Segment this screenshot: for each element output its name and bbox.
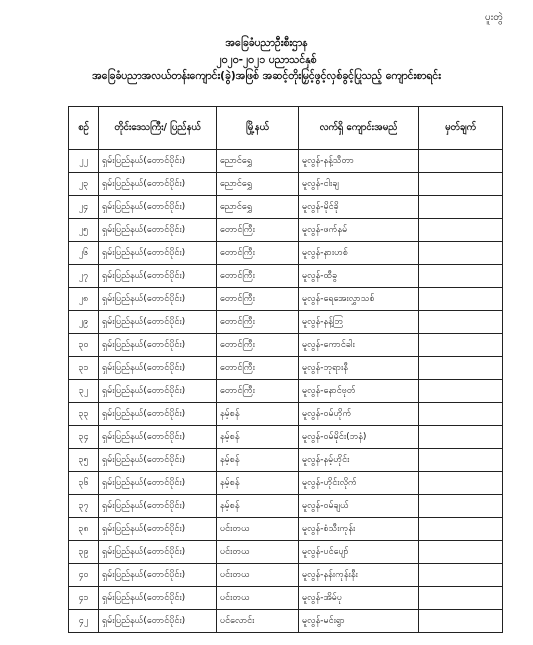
table-row [69, 495, 503, 518]
cell-region: ရှမ်းပြည်နယ်(တောင်ပိုင်း) [99, 196, 217, 219]
cell-no: ၄၀ [69, 564, 99, 587]
cell-region: ရှမ်းပြည်နယ်(တောင်ပိုင်း) [99, 564, 217, 587]
cell-township: နမ့်စန် [217, 426, 299, 449]
cell-school: မူလွန်-ဝမ်ဟိုက် [299, 403, 419, 426]
cell-remark [419, 426, 503, 449]
cell-no: ၂၇ [69, 265, 99, 288]
cell-school: မူလွန်-ဘုရားနီ [299, 357, 419, 380]
cell-region: ရှမ်းပြည်နယ်(တောင်ပိုင်း) [99, 357, 217, 380]
cell-no: ၃၉ [69, 541, 99, 564]
cell-remark [419, 242, 503, 265]
page-label: ပူးတွဲ [485, 12, 503, 23]
cell-school: မူလွန်-ငါးချ [299, 173, 419, 196]
cell-no: ၃၈ [69, 518, 99, 541]
cell-township: ပင်းတယ [217, 564, 299, 587]
cell-school: မူလွန်-မင်းရွာ [299, 610, 419, 633]
cell-remark [419, 403, 503, 426]
cell-no: ၃၅ [69, 449, 99, 472]
cell-remark [419, 541, 503, 564]
cell-school: မူလွန်-စံသီးကုန်း [299, 518, 419, 541]
cell-school: မူလွန်-နန့်ဘြ [299, 311, 419, 334]
cell-no: ၂၈ [69, 288, 99, 311]
table-row [69, 472, 503, 495]
cell-school: မူလွန်-အိမ်ပု [299, 587, 419, 610]
cell-no: ၄၂ [69, 610, 99, 633]
cell-region: ရှမ်းပြည်နယ်(တောင်ပိုင်း) [99, 495, 217, 518]
cell-township: နမ့်စန် [217, 403, 299, 426]
cell-region: ရှမ်းပြည်နယ်(တောင်ပိုင်း) [99, 587, 217, 610]
cell-no: ၃၀ [69, 334, 99, 357]
cell-township: နမ့်စန် [217, 449, 299, 472]
cell-remark [419, 610, 503, 633]
cell-township: ပင်းတယ [217, 518, 299, 541]
cell-region: ရှမ်းပြည်နယ်(တောင်ပိုင်း) [99, 472, 217, 495]
cell-remark [419, 587, 503, 610]
table-row [69, 173, 503, 196]
cell-township: တောင်ကြီး [217, 242, 299, 265]
cell-township: တောင်ကြီး [217, 357, 299, 380]
table-row [69, 541, 503, 564]
header-no: စဉ် [69, 107, 99, 150]
cell-township: တောင်ကြီး [217, 265, 299, 288]
table-row [69, 564, 503, 587]
cell-school: မူလွန်-ဟိုင်းလိုက် [299, 472, 419, 495]
cell-school: မူလွန်-နမ့်ဟိုင်း [299, 449, 419, 472]
table-row [69, 357, 503, 380]
cell-township: ညောင်ရွှေ [217, 173, 299, 196]
cell-remark [419, 449, 503, 472]
cell-remark [419, 150, 503, 173]
cell-school: မူလွန်-ဝမ်ချယ် [299, 495, 419, 518]
cell-region: ရှမ်းပြည်နယ်(တောင်ပိုင်း) [99, 242, 217, 265]
cell-township: တောင်ကြီး [217, 288, 299, 311]
cell-township: ညောင်ရွှေ [217, 150, 299, 173]
cell-remark [419, 518, 503, 541]
cell-region: ရှမ်းပြည်နယ်(တောင်ပိုင်း) [99, 541, 217, 564]
cell-township: တောင်ကြီး [217, 380, 299, 403]
cell-school: မူလွန်-နန့်သီတာ [299, 150, 419, 173]
cell-region: ရှမ်းပြည်နယ်(တောင်ပိုင်း) [99, 380, 217, 403]
cell-remark [419, 288, 503, 311]
header-remark: မှတ်ချက် [419, 107, 503, 150]
cell-remark [419, 380, 503, 403]
cell-school: မူလွန်-ကောင်ခါး [299, 334, 419, 357]
header-region: တိုင်းဒေသကြီး/ ပြည်နယ် [99, 107, 217, 150]
table-row [69, 380, 503, 403]
cell-school: မူလွန်-မိုင်ခို [299, 196, 419, 219]
cell-no: ၂၂ [69, 150, 99, 173]
cell-remark [419, 219, 503, 242]
cell-region: ရှမ်းပြည်နယ်(တောင်ပိုင်း) [99, 403, 217, 426]
cell-no: ၂၉ [69, 311, 99, 334]
cell-no: ၄၁ [69, 587, 99, 610]
cell-township: ပင်လောင်း [217, 610, 299, 633]
cell-remark [419, 357, 503, 380]
table-row [69, 334, 503, 357]
academic-year: ၂၀၂၀-၂၀၂၁ ပညာသင်နှစ် [216, 54, 317, 66]
table-header-row [69, 107, 503, 150]
table-row [69, 426, 503, 449]
cell-school: မူလွန်-နားဟစ် [299, 242, 419, 265]
table-row [69, 587, 503, 610]
table-row [69, 196, 503, 219]
header-school: လက်ရှိ ကျောင်းအမည် [299, 107, 419, 150]
table-row [69, 265, 503, 288]
cell-school: မူလွန်-ထီခွ [299, 265, 419, 288]
cell-remark [419, 495, 503, 518]
table-row [69, 403, 503, 426]
cell-region: ရှမ်းပြည်နယ်(တောင်ပိုင်း) [99, 426, 217, 449]
cell-school: မူလွန်-နန်းကုန်းနီး [299, 564, 419, 587]
cell-region: ရှမ်းပြည်နယ်(တောင်ပိုင်း) [99, 518, 217, 541]
cell-township: တောင်ကြီး [217, 311, 299, 334]
cell-remark [419, 311, 503, 334]
cell-remark [419, 265, 503, 288]
cell-township: ညောင်ရွှေ [217, 196, 299, 219]
cell-no: ၂၃ [69, 173, 99, 196]
cell-no: ၃၃ [69, 403, 99, 426]
cell-region: ရှမ်းပြည်နယ်(တောင်ပိုင်း) [99, 219, 217, 242]
cell-no: ၃၂ [69, 380, 99, 403]
cell-township: နမ့်စန် [217, 495, 299, 518]
table-row [69, 219, 503, 242]
cell-region: ရှမ်းပြည်နယ်(တောင်ပိုင်း) [99, 449, 217, 472]
table-row [69, 449, 503, 472]
cell-no: ၂၆ [69, 242, 99, 265]
cell-township: ပင်းတယ [217, 587, 299, 610]
cell-no: ၂၅ [69, 219, 99, 242]
cell-no: ၃၆ [69, 472, 99, 495]
school-list-table [68, 106, 503, 633]
table-row [69, 518, 503, 541]
cell-remark [419, 472, 503, 495]
cell-township: နမ့်စန် [217, 472, 299, 495]
cell-school: မူလွန်-ဖက်နမ် [299, 219, 419, 242]
cell-remark [419, 334, 503, 357]
cell-no: ၃၁ [69, 357, 99, 380]
list-title: အခြေခံပညာအလယ်တန်းကျောင်း(ခွဲ)အဖြစ် အဆင့်တိုးမြှင့်ဖွင့်လှစ်ခွင့်ပြုသည့် ကျောင်းစာရင်း [92, 70, 441, 82]
cell-township: တောင်ကြီး [217, 219, 299, 242]
cell-region: ရှမ်းပြည်နယ်(တောင်ပိုင်း) [99, 610, 217, 633]
table-row [69, 242, 503, 265]
table-row [69, 150, 503, 173]
cell-township: တောင်ကြီး [217, 334, 299, 357]
cell-school: မူလွန်-ပင်ပျော် [299, 541, 419, 564]
cell-region: ရှမ်းပြည်နယ်(တောင်ပိုင်း) [99, 334, 217, 357]
cell-region: ရှမ်းပြည်နယ်(တောင်ပိုင်း) [99, 265, 217, 288]
table-row [69, 288, 503, 311]
cell-township: ပင်းတယ [217, 541, 299, 564]
cell-school: မူလွန်-ရေအေးလွှာသစ် [299, 288, 419, 311]
cell-no: ၃၄ [69, 426, 99, 449]
header-township: မြို့နယ် [217, 107, 299, 150]
cell-school: မူလွန်-နောင်ဗုတ် [299, 380, 419, 403]
cell-region: ရှမ်းပြည်နယ်(တောင်ပိုင်း) [99, 150, 217, 173]
cell-no: ၂၄ [69, 196, 99, 219]
cell-region: ရှမ်းပြည်နယ်(တောင်ပိုင်း) [99, 173, 217, 196]
cell-remark [419, 173, 503, 196]
table-row [69, 610, 503, 633]
cell-school: မူလွန်-ဝမ်မိုင်း(ဘနံ) [299, 426, 419, 449]
cell-remark [419, 196, 503, 219]
department-title: အခြေခံပညာဦးစီးဌာန [225, 37, 308, 49]
cell-region: ရှမ်းပြည်နယ်(တောင်ပိုင်း) [99, 311, 217, 334]
cell-no: ၃၇ [69, 495, 99, 518]
cell-remark [419, 564, 503, 587]
table-row [69, 311, 503, 334]
cell-region: ရှမ်းပြည်နယ်(တောင်ပိုင်း) [99, 288, 217, 311]
